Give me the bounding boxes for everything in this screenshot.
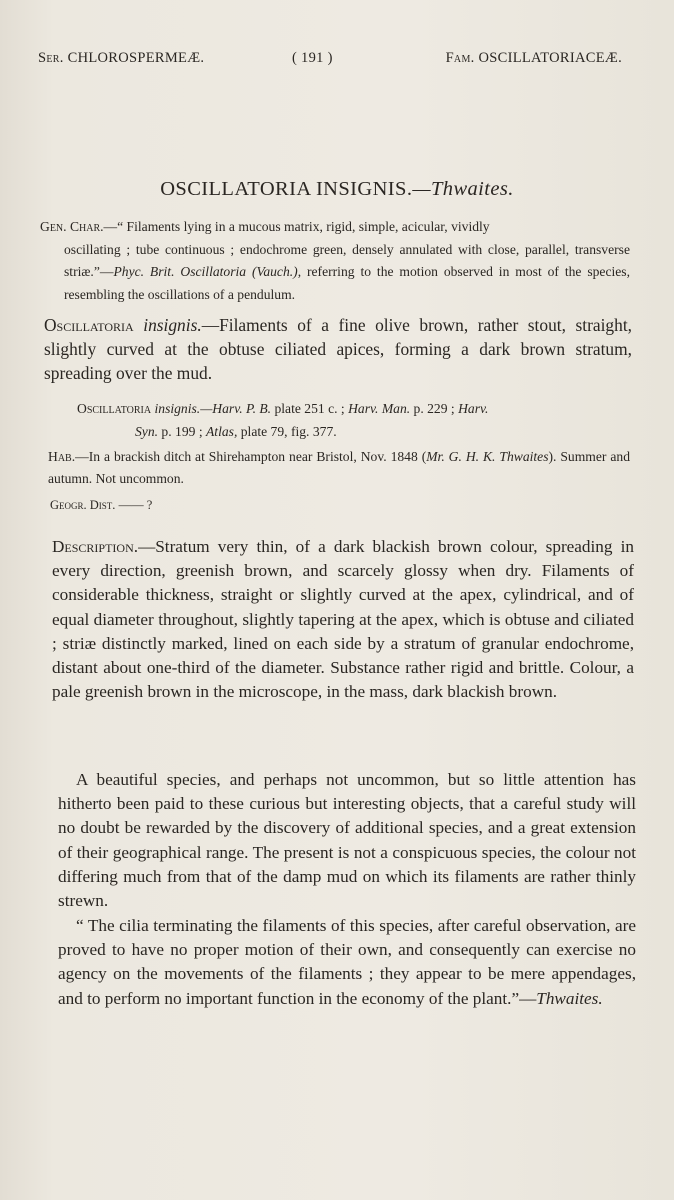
- page-number: ( 191 ): [292, 50, 333, 66]
- species-name: OSCILLATORIA INSIGNIS.: [160, 178, 413, 200]
- syn-ref-d: Syn.: [135, 423, 159, 439]
- geographic-distribution: [50, 495, 450, 515]
- hab-text-2: ). Summer and autumn. Not uncommon.: [48, 449, 631, 486]
- description: [52, 535, 634, 704]
- syn-genus: Oscillatoria: [77, 401, 152, 416]
- syn-ref-e: Atlas,: [206, 423, 238, 439]
- diagnosis-species: insignis.: [143, 315, 202, 335]
- syn-ref-c: Harv.: [458, 401, 489, 416]
- gen-char-continued: [40, 239, 630, 307]
- remarks-paragraph-1: A beautiful species, and perhaps not uncommon, but so little attention has hitherto been paid to these curious but interesting objects, that a careful study will no doubt be rewarded by the discovery of additional species, and a great extension of their geographical range. The present is not a conspicuous species, the colour not differing much from that of the damp mud on which its filaments are rather thinly strewn.: [58, 770, 636, 911]
- diagnosis-text: —Filaments of a fine olive brown, rather stout, straight, slightly curved at the obtuse ciliated apices, forming a dark brown stratum, spreading over the mud.: [44, 315, 632, 383]
- gen-char-text-3: , referring to the motion observed in most of the species, resembling the oscillations of a pendulum.: [64, 264, 630, 302]
- gen-char-ref-1: Phyc. Brit.: [113, 264, 175, 279]
- syn-text-b: p. 229 ;: [410, 401, 459, 416]
- gen-char-text-1: —“ Filaments lying in a mucous matrix, rigid, simple, acicular, vividly: [103, 219, 490, 234]
- syn-ref-b: Harv. Man.: [348, 401, 411, 416]
- remarks-paragraph-2: [58, 914, 636, 1011]
- hab-collector: Mr. G. H. K. Thwaites: [426, 449, 549, 464]
- gen-char-ref-3: (Vauch.): [252, 264, 298, 279]
- hab-text: —In a brackish ditch at Shirehampton near Bristol, Nov. 1848 (: [75, 449, 427, 464]
- quote-author: Thwaites.: [536, 988, 603, 1008]
- desc-label: Description.: [52, 537, 139, 556]
- diagnosis-genus: Oscillatoria: [44, 315, 134, 335]
- syn-text-e: plate 79, fig. 377.: [237, 423, 337, 439]
- syn-continued: [77, 421, 630, 444]
- desc-text: —Stratum very thin, of a dark blackish brown colour, spreading in every direction, greenish brown, and scarcely glossy when dry. Filaments of considerable thickness, straight or slightly curved at the apex, cylindrical, and of equal diameter throughout, slightly tapering at the apex, which is obtuse and ciliated ; striæ distinctly marked, lined on each side by a stratum of granular endochrome, distant about one-third of the diameter. Substance rather rigid and brittle. Colour, a pale greenish brown in the microscope, in the mass, dark blackish brown.: [52, 537, 634, 702]
- dist-value: —— ?: [115, 498, 153, 512]
- generic-character: [40, 216, 630, 306]
- species-diagnosis: [44, 313, 632, 385]
- syn-text-a: plate 251 c. ;: [271, 401, 349, 416]
- syn-ref-a: —Harv. P. B.: [200, 401, 272, 416]
- gen-char-label: Gen. Char.: [40, 219, 104, 234]
- gen-char-text-2: oscillating ; tube continuous ; endochrome green, densely annulated with close, parallel, transverse striæ.”—: [64, 241, 630, 279]
- species-author: —Thwaites.: [412, 178, 514, 200]
- synonymy: [77, 398, 630, 443]
- syn-text-d: p. 199 ;: [158, 423, 206, 439]
- quote-text: “ The cilia terminating the filaments of this species, after careful observation, are proved to have no proper motion of their own, and consequently can exercise no agency on the movements of the filaments ; they appear to be mere appendages, and to perform no important function in the economy of the plant.”—: [58, 916, 636, 1008]
- habitat: [48, 446, 630, 490]
- hab-label: Hab.: [48, 449, 76, 464]
- species-title: [0, 178, 674, 201]
- header-family: Fam. OSCILLATORIACEÆ.: [445, 50, 622, 66]
- header-series: Ser. CHLOROSPERMEÆ.: [38, 50, 205, 66]
- dist-label: Geogr. Dist.: [50, 498, 116, 512]
- gen-char-ref-2: Oscillatoria: [180, 264, 247, 279]
- syn-species: insignis.: [154, 401, 201, 416]
